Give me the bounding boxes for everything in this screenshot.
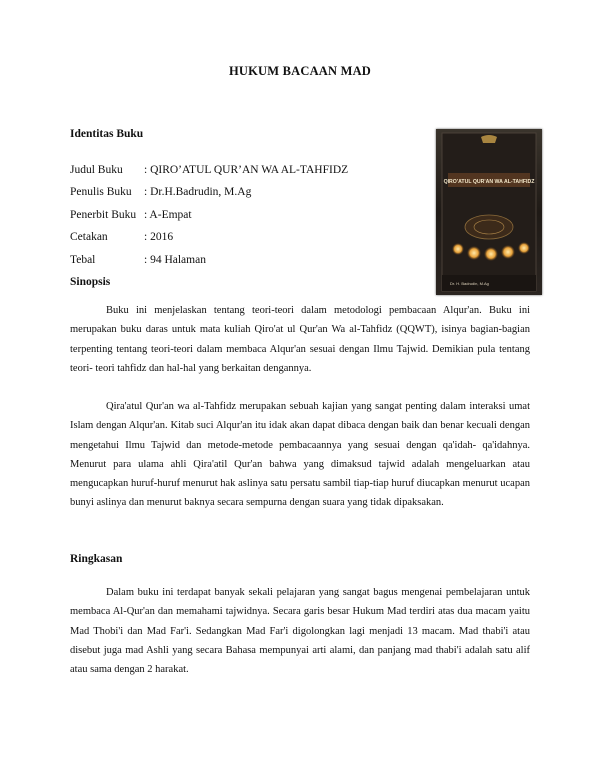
- sinopsis-heading: Sinopsis: [70, 276, 111, 288]
- sinopsis-paragraph-1: [70, 301, 530, 378]
- identity-row-edition: [70, 229, 348, 251]
- ringkasan-heading: Ringkasan: [70, 553, 123, 565]
- identity-value: : 94 Halaman: [144, 253, 206, 266]
- book-identity-list: [70, 162, 348, 274]
- cover-ornament-icon: [481, 135, 497, 143]
- identity-row-publisher: [70, 207, 348, 229]
- identity-value: : Dr.H.Badrudin, M.Ag: [144, 186, 252, 199]
- ringkasan-paragraph-1: [70, 583, 530, 679]
- identity-key: Tebal: [70, 253, 96, 266]
- paragraph-text: Qira'atul Qur'an wa al-Tahfidz merupakan sebuah kajian yang sangat penting dalam interaksi umat Islam dengan Alqur'an. Kitab suci Alqur'an itu idak akan dapat dibaca dengan baik dan benar kecuali dengan mengetahui Ilmu Tajwid dan metode-metode pembacaannya yang sesuai dengan qa'idah- qa'idahnya. Menurut para ulama ahli Qira'atil Qur'an bahwa yang dimaksud tajwid adalah mengeluarkan atau mengucapkan huruf-huruf menurut hak aslinya satu persatu sambil tiap-tiap huruf diucapkan menurut ucapan bunyi aslinya dan menurut baknya secara sempurna dengan suara yang tidak dipaksakan.: [70, 401, 530, 509]
- identitas-heading: Identitas Buku: [70, 128, 144, 140]
- sinopsis-paragraph-2: [70, 397, 530, 513]
- identity-key: Judul Buku: [70, 164, 123, 176]
- document-title: HUKUM BACAAN MAD: [228, 64, 372, 78]
- identity-value: : QIRO’ATUL QUR’AN WA AL-TAHFIDZ: [144, 164, 349, 176]
- identity-value: : 2016: [144, 231, 174, 244]
- cover-author: Dr. H. Badrudin, M.Ag: [450, 281, 489, 286]
- identity-value: : A-Empat: [144, 208, 192, 221]
- identity-row-author: [70, 184, 348, 206]
- paragraph-text: Buku ini menjelaskan tentang teori-teori dalam metodologi pembacaan Alqur'an. Buku ini merupakan buku daras untuk mata kuliah Qiro'at ul Qur'an Wa al-Tahfidz (QQWT), isinya bagian-bagian terpenting tentang teori-teori dalam membaca Alqur'an sesuai dengan Ilmu Tajwid. Demikian pula tentang teori- teori tahfidz dan hal-hal yang berkaitan dengannya.: [70, 305, 530, 374]
- book-cover-image: [436, 129, 542, 295]
- paragraph-text: Dalam buku ini terdapat banyak sekali pelajaran yang sangat bagus mengenai pembelajaran untuk membaca Al-Qur'an dan memahami tajwidnya. Secara garis besar Hukum Mad terdiri atas dua macam yaitu Mad Thobi'i dan Mad Far'i. Sedangkan Mad Far'i digolongkan lagi menjadi 13 macam. Mad thabi'i atau disebut juga mad Ashli yang secara Bahasa mempunyai arti alami, dan panjang mad thabi'i adalah satu alif atau sama dengan 2 harakat.: [70, 587, 530, 676]
- identity-row-pages: [70, 252, 348, 274]
- identity-key: Penerbit Buku: [70, 208, 137, 221]
- cover-title: QIRO'ATUL QUR'AN WA AL-TAHFIDZ: [443, 179, 535, 185]
- identity-key: Penulis Buku: [70, 186, 132, 199]
- identity-row-title: [70, 162, 348, 184]
- identity-key: Cetakan: [70, 231, 108, 244]
